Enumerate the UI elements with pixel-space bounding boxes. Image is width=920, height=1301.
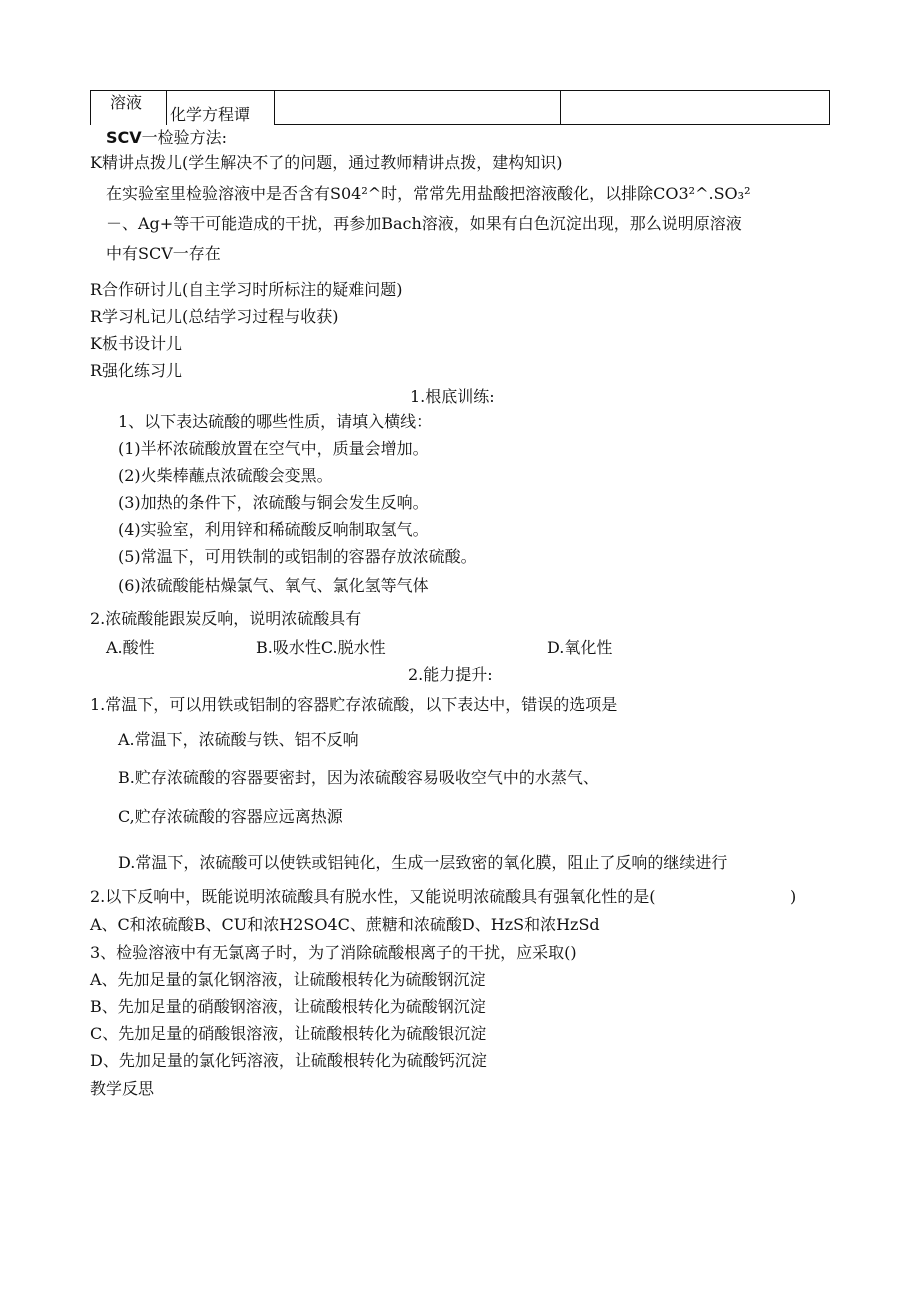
- ability-q2-paren-close: ): [790, 887, 797, 906]
- table-cell-equation: 化学方程谭: [170, 105, 251, 124]
- method-heading-prefix: SCV: [106, 128, 142, 147]
- basic-q1-item: (1)半杯浓硫酸放置在空气中，质量会增加。: [118, 439, 429, 458]
- basic-q1-item: (6)浓硫酸能枯燥氯气、氧气、氯化氢等气体: [118, 576, 429, 595]
- ability-q1-option-a: A.常温下，浓硫酸与铁、铝不反响: [118, 730, 359, 749]
- basic-q2-option-d: D.氧化性: [547, 638, 613, 657]
- table-col-divider-1: [166, 90, 167, 125]
- ability-heading: 2.能力提升:: [408, 665, 493, 684]
- basic-training-heading: 1.根底训练:: [410, 387, 495, 406]
- practice-exercise: R强化练习儿: [90, 361, 183, 380]
- ability-q2-options: A、C和浓硫酸B、CU和浓H2SO4C、蔗糖和浓硫酸D、HzS和浓HzSd: [90, 915, 600, 934]
- basic-q2-stem: 2.浓硫酸能跟炭反响，说明浓硫酸具有: [90, 609, 362, 628]
- table-col-divider-3: [560, 90, 561, 125]
- basic-q1-item: (5)常温下，可用铁制的或铝制的容器存放浓硫酸。: [118, 547, 477, 566]
- ability-q3-option-d: D、先加足量的氯化钙溶液，让硫酸根转化为硫酸钙沉淀: [90, 1051, 487, 1070]
- paragraph-line-1: 在实验室里检验溶液中是否含有S04²^时，常常先用盐酸把溶液酸化，以排除CO3²^.SO₃²: [106, 184, 751, 203]
- cooperative-discussion: R合作研讨儿(自主学习时所标注的疑难问题): [90, 280, 403, 299]
- basic-q1-item: (3)加热的条件下，浓硫酸与铜会发生反响。: [118, 493, 429, 512]
- teaching-reflection: 教学反思: [90, 1079, 155, 1098]
- ability-q3-stem: 3、检验溶液中有无氯离子时，为了消除硫酸根离子的干扰，应采取(): [90, 943, 577, 962]
- board-design: K板书设计儿: [90, 334, 182, 353]
- ability-q1-stem: 1.常温下，可以用铁或铝制的容器贮存浓硫酸，以下表达中，错误的选项是: [90, 695, 618, 714]
- table-bottom-border: [274, 124, 830, 125]
- ability-q3-option-c: C、先加足量的硝酸银溶液，让硫酸根转化为硫酸银沉淀: [90, 1024, 487, 1043]
- basic-q1-item: (4)实验室，利用锌和稀硫酸反响制取氢气。: [118, 520, 429, 539]
- ability-q1-option-b: B.贮存浓硫酸的容器要密封，因为浓硫酸容易吸收空气中的水蒸气、: [118, 768, 599, 787]
- table-top-border: [90, 90, 830, 91]
- ability-q2-stem: 2.以下反响中，既能说明浓硫酸具有脱水性，又能说明浓硫酸具有强氧化性的是(: [90, 887, 656, 906]
- ability-q1-option-c: C,贮存浓硫酸的容器应远离热源: [118, 807, 343, 826]
- table-left-border: [90, 90, 91, 125]
- teacher-guidance-line: K精讲点拨儿(学生解决不了的问题，通过教师精讲点拨，建构知识): [90, 153, 563, 172]
- basic-q1-item: (2)火柴棒蘸点浓硫酸会变黑。: [118, 466, 333, 485]
- ability-q3-option-a: A、先加足量的氯化钢溶液，让硫酸根转化为硫酸钢沉淀: [90, 970, 486, 989]
- ability-q1-option-d: D.常温下，浓硫酸可以使铁或铝钝化，生成一层致密的氧化膜，阻止了反响的继续进行: [118, 853, 728, 872]
- ability-q3-option-b: B、先加足量的硝酸钢溶液，让硫酸根转化为硫酸钢沉淀: [90, 997, 486, 1016]
- basic-q2-option-a: A.酸性: [106, 638, 155, 657]
- header-table: [90, 90, 830, 125]
- table-cell-solution: 溶液: [110, 93, 143, 112]
- paragraph-line-2: －、Ag+等干可能造成的干扰，再参加Bach溶液，如果有白色沉淀出现，那么说明原溶液: [106, 214, 742, 233]
- table-right-border: [829, 90, 830, 125]
- method-heading: [106, 127, 227, 149]
- paragraph-line-3: 中有SCV一存在: [106, 244, 221, 263]
- study-notes: R学习札记儿(总结学习过程与收获): [90, 307, 339, 326]
- method-heading-rest: 一检验方法:: [141, 128, 228, 147]
- basic-q2-option-bc: B.吸水性C.脱水性: [256, 638, 386, 657]
- table-col-divider-2: [274, 90, 275, 125]
- basic-q1-stem: 1、以下表达硫酸的哪些性质，请填入横线：: [118, 412, 433, 431]
